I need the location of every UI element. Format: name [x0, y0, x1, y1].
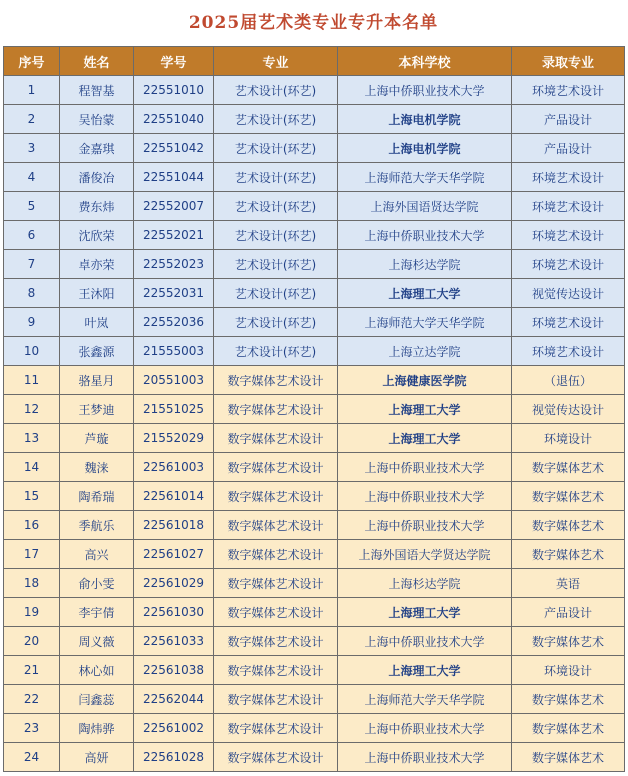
cell-no: 22	[4, 685, 60, 714]
cell-school: 上海中侨职业技术大学	[338, 482, 512, 511]
cell-school: 上海理工大学	[338, 598, 512, 627]
cell-major: 数字媒体艺术设计	[214, 540, 338, 569]
cell-school: 上海中侨职业技术大学	[338, 511, 512, 540]
cell-name: 叶岚	[60, 308, 134, 337]
table-row	[4, 482, 625, 511]
cell-admitted-major: 数字媒体艺术	[512, 685, 625, 714]
cell-school: 上海外国语贤达学院	[338, 192, 512, 221]
cell-major: 数字媒体艺术设计	[214, 743, 338, 772]
cell-student-id: 22551010	[134, 76, 214, 105]
cell-major: 艺术设计(环艺)	[214, 163, 338, 192]
cell-student-id: 22552036	[134, 308, 214, 337]
cell-student-id: 20551003	[134, 366, 214, 395]
table-row	[4, 714, 625, 743]
cell-no: 13	[4, 424, 60, 453]
cell-admitted-major: （退伍）	[512, 366, 625, 395]
table-row	[4, 163, 625, 192]
table-row	[4, 540, 625, 569]
cell-name: 卓亦荣	[60, 250, 134, 279]
cell-major: 艺术设计(环艺)	[214, 250, 338, 279]
cell-name: 周义薇	[60, 627, 134, 656]
cell-name: 芦璇	[60, 424, 134, 453]
cell-name: 费东炜	[60, 192, 134, 221]
cell-admitted-major: 环境艺术设计	[512, 250, 625, 279]
table-row	[4, 424, 625, 453]
cell-no: 12	[4, 395, 60, 424]
cell-major: 数字媒体艺术设计	[214, 656, 338, 685]
page-title: 2025届艺术类专业专升本名单	[188, 13, 439, 33]
cell-major: 艺术设计(环艺)	[214, 134, 338, 163]
cell-student-id: 22552021	[134, 221, 214, 250]
cell-admitted-major: 环境艺术设计	[512, 192, 625, 221]
column-header-school: 本科学校	[338, 47, 512, 76]
column-header-major: 专业	[214, 47, 338, 76]
cell-name: 闫鑫蕊	[60, 685, 134, 714]
cell-no: 18	[4, 569, 60, 598]
cell-school: 上海师范大学天华学院	[338, 163, 512, 192]
table-row	[4, 743, 625, 772]
cell-student-id: 22551040	[134, 105, 214, 134]
cell-name: 骆星月	[60, 366, 134, 395]
cell-student-id: 22561033	[134, 627, 214, 656]
cell-school: 上海中侨职业技术大学	[338, 627, 512, 656]
cell-name: 俞小雯	[60, 569, 134, 598]
cell-admitted-major: 数字媒体艺术	[512, 453, 625, 482]
cell-school: 上海健康医学院	[338, 366, 512, 395]
cell-no: 1	[4, 76, 60, 105]
table-row	[4, 569, 625, 598]
table-row	[4, 511, 625, 540]
table-row	[4, 598, 625, 627]
table-row	[4, 221, 625, 250]
cell-major: 数字媒体艺术设计	[214, 685, 338, 714]
cell-school: 上海电机学院	[338, 134, 512, 163]
cell-school: 上海师范大学天华学院	[338, 685, 512, 714]
table-row	[4, 395, 625, 424]
table-row	[4, 685, 625, 714]
cell-admitted-major: 环境艺术设计	[512, 337, 625, 366]
cell-student-id: 22551042	[134, 134, 214, 163]
cell-no: 6	[4, 221, 60, 250]
cell-name: 陶炜骅	[60, 714, 134, 743]
cell-major: 艺术设计(环艺)	[214, 308, 338, 337]
cell-student-id: 22551044	[134, 163, 214, 192]
table-row	[4, 337, 625, 366]
cell-no: 15	[4, 482, 60, 511]
cell-student-id: 22561038	[134, 656, 214, 685]
column-header-id: 学号	[134, 47, 214, 76]
cell-student-id: 22561002	[134, 714, 214, 743]
table-body	[4, 76, 625, 772]
cell-no: 17	[4, 540, 60, 569]
cell-school: 上海电机学院	[338, 105, 512, 134]
table-row	[4, 627, 625, 656]
cell-school: 上海理工大学	[338, 279, 512, 308]
cell-name: 吴怡蒙	[60, 105, 134, 134]
cell-major: 数字媒体艺术设计	[214, 453, 338, 482]
cell-major: 艺术设计(环艺)	[214, 192, 338, 221]
table-row	[4, 453, 625, 482]
cell-student-id: 22561003	[134, 453, 214, 482]
cell-major: 数字媒体艺术设计	[214, 366, 338, 395]
cell-major: 数字媒体艺术设计	[214, 395, 338, 424]
cell-no: 10	[4, 337, 60, 366]
cell-school: 上海中侨职业技术大学	[338, 453, 512, 482]
cell-admitted-major: 数字媒体艺术	[512, 714, 625, 743]
cell-admitted-major: 数字媒体艺术	[512, 627, 625, 656]
cell-major: 数字媒体艺术设计	[214, 714, 338, 743]
cell-major: 艺术设计(环艺)	[214, 105, 338, 134]
cell-admitted-major: 视觉传达设计	[512, 395, 625, 424]
cell-student-id: 22561029	[134, 569, 214, 598]
header-row	[4, 47, 625, 76]
cell-no: 7	[4, 250, 60, 279]
cell-name: 王沐阳	[60, 279, 134, 308]
cell-student-id: 22552031	[134, 279, 214, 308]
cell-no: 3	[4, 134, 60, 163]
cell-no: 19	[4, 598, 60, 627]
cell-name: 林心如	[60, 656, 134, 685]
cell-school: 上海中侨职业技术大学	[338, 76, 512, 105]
cell-name: 李宇倩	[60, 598, 134, 627]
cell-admitted-major: 数字媒体艺术	[512, 540, 625, 569]
cell-student-id: 22561027	[134, 540, 214, 569]
cell-name: 张鑫源	[60, 337, 134, 366]
cell-no: 8	[4, 279, 60, 308]
cell-admitted-major: 数字媒体艺术	[512, 511, 625, 540]
cell-admitted-major: 产品设计	[512, 105, 625, 134]
cell-no: 9	[4, 308, 60, 337]
cell-student-id: 22561030	[134, 598, 214, 627]
column-header-name: 姓名	[60, 47, 134, 76]
cell-admitted-major: 产品设计	[512, 134, 625, 163]
cell-no: 14	[4, 453, 60, 482]
cell-name: 魏涞	[60, 453, 134, 482]
table-row	[4, 656, 625, 685]
cell-name: 王梦迪	[60, 395, 134, 424]
table-row	[4, 105, 625, 134]
cell-school: 上海外国语大学贤达学院	[338, 540, 512, 569]
cell-admitted-major: 英语	[512, 569, 625, 598]
cell-major: 艺术设计(环艺)	[214, 221, 338, 250]
cell-no: 20	[4, 627, 60, 656]
table-row	[4, 76, 625, 105]
cell-name: 陶希瑞	[60, 482, 134, 511]
cell-school: 上海立达学院	[338, 337, 512, 366]
cell-admitted-major: 环境艺术设计	[512, 163, 625, 192]
cell-major: 数字媒体艺术设计	[214, 511, 338, 540]
cell-student-id: 21555003	[134, 337, 214, 366]
cell-major: 数字媒体艺术设计	[214, 569, 338, 598]
cell-admitted-major: 数字媒体艺术	[512, 482, 625, 511]
cell-school: 上海杉达学院	[338, 569, 512, 598]
cell-admitted-major: 环境艺术设计	[512, 308, 625, 337]
cell-admitted-major: 环境设计	[512, 656, 625, 685]
cell-student-id: 22552007	[134, 192, 214, 221]
cell-name: 金嘉琪	[60, 134, 134, 163]
cell-no: 16	[4, 511, 60, 540]
cell-student-id: 22552023	[134, 250, 214, 279]
cell-no: 5	[4, 192, 60, 221]
cell-school: 上海理工大学	[338, 395, 512, 424]
cell-student-id: 22561014	[134, 482, 214, 511]
cell-no: 2	[4, 105, 60, 134]
cell-no: 23	[4, 714, 60, 743]
table-row	[4, 250, 625, 279]
table-row	[4, 192, 625, 221]
cell-student-id: 22562044	[134, 685, 214, 714]
cell-admitted-major: 环境艺术设计	[512, 76, 625, 105]
cell-school: 上海理工大学	[338, 656, 512, 685]
admission-table	[3, 46, 625, 772]
cell-student-id: 22561028	[134, 743, 214, 772]
cell-admitted-major: 数字媒体艺术	[512, 743, 625, 772]
cell-name: 高兴	[60, 540, 134, 569]
cell-student-id: 21551025	[134, 395, 214, 424]
table-row	[4, 134, 625, 163]
cell-no: 11	[4, 366, 60, 395]
cell-school: 上海中侨职业技术大学	[338, 743, 512, 772]
table-row	[4, 279, 625, 308]
cell-major: 数字媒体艺术设计	[214, 482, 338, 511]
cell-name: 程智基	[60, 76, 134, 105]
cell-major: 艺术设计(环艺)	[214, 76, 338, 105]
cell-school: 上海师范大学天华学院	[338, 308, 512, 337]
table-header	[4, 47, 625, 76]
cell-name: 季航乐	[60, 511, 134, 540]
table-row	[4, 366, 625, 395]
cell-major: 数字媒体艺术设计	[214, 424, 338, 453]
cell-school: 上海中侨职业技术大学	[338, 714, 512, 743]
cell-name: 沈欣荣	[60, 221, 134, 250]
cell-admitted-major: 环境设计	[512, 424, 625, 453]
column-header-admitted-major: 录取专业	[512, 47, 625, 76]
cell-admitted-major: 视觉传达设计	[512, 279, 625, 308]
cell-admitted-major: 产品设计	[512, 598, 625, 627]
cell-school: 上海中侨职业技术大学	[338, 221, 512, 250]
cell-no: 21	[4, 656, 60, 685]
cell-no: 24	[4, 743, 60, 772]
cell-school: 上海理工大学	[338, 424, 512, 453]
cell-major: 数字媒体艺术设计	[214, 627, 338, 656]
cell-student-id: 22561018	[134, 511, 214, 540]
cell-major: 艺术设计(环艺)	[214, 337, 338, 366]
table-row	[4, 308, 625, 337]
column-header-no: 序号	[4, 47, 60, 76]
cell-name: 潘俊冶	[60, 163, 134, 192]
cell-major: 数字媒体艺术设计	[214, 598, 338, 627]
cell-major: 艺术设计(环艺)	[214, 279, 338, 308]
cell-name: 高妍	[60, 743, 134, 772]
cell-student-id: 21552029	[134, 424, 214, 453]
cell-school: 上海杉达学院	[338, 250, 512, 279]
cell-admitted-major: 环境艺术设计	[512, 221, 625, 250]
cell-no: 4	[4, 163, 60, 192]
